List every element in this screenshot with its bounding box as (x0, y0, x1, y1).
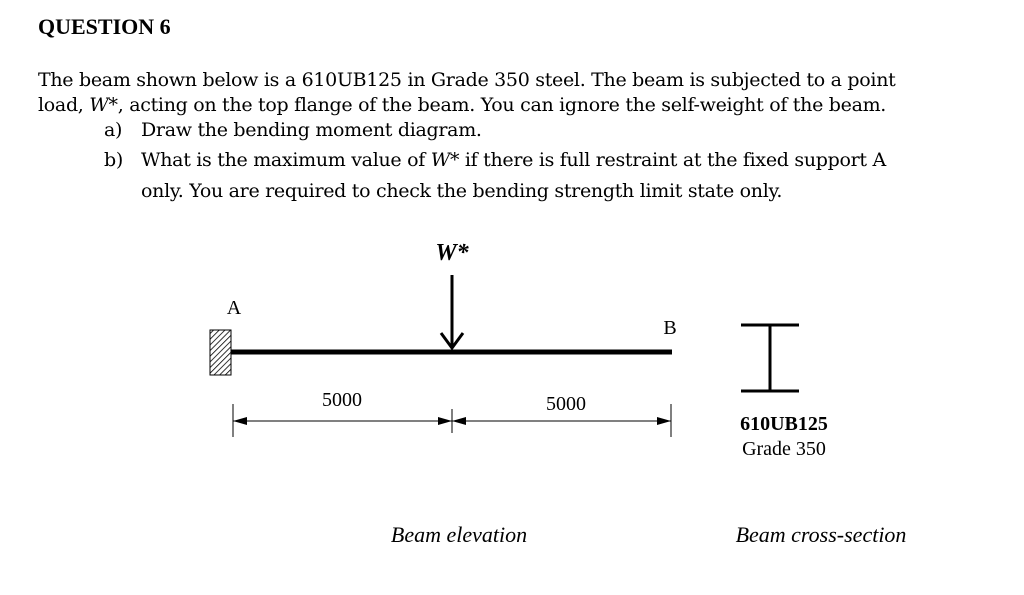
statement-line-2-start: load, (38, 94, 90, 116)
task-text-b-start: What is the maximum value of (141, 149, 431, 171)
i-beam-section-icon (741, 325, 799, 391)
load-label: W* (435, 240, 469, 266)
dimension-right-label: 5000 (546, 393, 586, 415)
task-marker-a: a) (104, 119, 123, 141)
statement-line-2-end: , acting on the top flange of the beam. You can ignore the self-weight of the beam. (117, 94, 887, 116)
fixed-support-a (210, 330, 231, 375)
task-marker-b: b) (104, 149, 123, 171)
task-text-b-line-2: only. You are required to check the bending strength limit state only. (141, 180, 783, 202)
elevation-caption: Beam elevation (390, 522, 528, 547)
dimension-line (233, 404, 671, 437)
question-heading: QUESTION 6 (38, 14, 171, 39)
dimension-left-label: 5000 (322, 389, 362, 411)
section-name: 610UB125 (740, 413, 828, 435)
task-b-load-variable: W* (430, 149, 460, 171)
section-caption: Beam cross-section (735, 522, 907, 547)
point-load-arrow-icon (441, 275, 463, 348)
end-b-label: B (663, 317, 677, 339)
support-a-label: A (226, 297, 242, 319)
section-grade: Grade 350 (742, 438, 826, 460)
statement-line-1: The beam shown below is a 610UB125 in Grade 350 steel. The beam is subjected to a point (38, 69, 896, 91)
load-variable: W* (89, 94, 118, 116)
task-text-b-end: if there is full restraint at the fixed support A (459, 149, 886, 171)
task-text-a: Draw the bending moment diagram. (141, 119, 482, 141)
